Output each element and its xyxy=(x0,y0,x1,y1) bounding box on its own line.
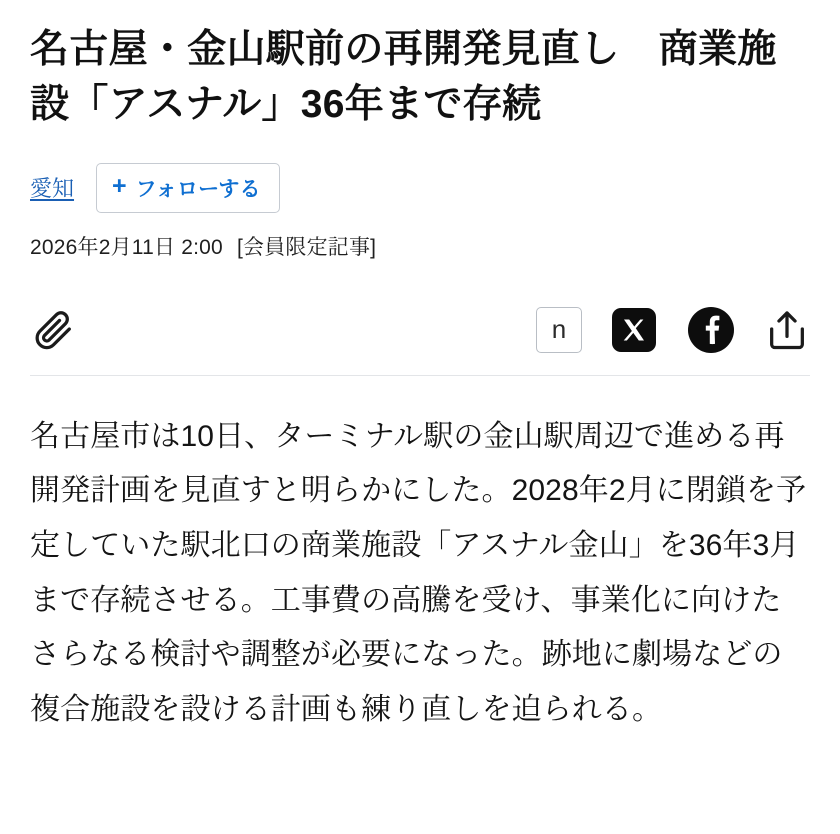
facebook-icon xyxy=(686,305,736,355)
page-title: 名古屋・金山駅前の再開発見直し 商業施設「アスナル」36年まで存続 xyxy=(30,28,777,127)
share-icon-group xyxy=(536,305,810,355)
note-icon: n xyxy=(551,313,567,344)
follow-button-label: フォローする xyxy=(135,177,261,201)
x-icon xyxy=(610,306,658,354)
facebook-share-button[interactable] xyxy=(686,305,736,355)
body-paragraph: 名古屋市は10日、ターミナル駅の金山駅周辺で進める再開発計画を見直すと明らかにした。2028年2月に閉鎖を予定していた駅北口の商業施設「アスナル金山」を36年3月まで存続させる。工事費の高騰を受け、事業化に向けたさらなる検討や調整が必要になった。跡地に劇場などの複合施設を設ける計画も練り直しを迫られる。 xyxy=(30,419,807,726)
paperclip-icon xyxy=(30,307,76,353)
plus-icon: + xyxy=(112,172,127,201)
x-share-button[interactable] xyxy=(610,306,658,354)
article-body xyxy=(30,410,810,738)
share-button[interactable] xyxy=(764,307,810,353)
publish-date-line xyxy=(30,231,810,261)
publish-date: 2026年2月11日 2:00 xyxy=(30,235,223,259)
article-meta-row xyxy=(30,163,810,213)
access-badge: [会員限定記事] xyxy=(236,235,377,259)
share-icon xyxy=(764,307,810,353)
divider xyxy=(30,375,810,376)
topic-tag-link[interactable]: 愛知 xyxy=(30,176,75,202)
share-bar xyxy=(30,301,810,359)
note-share-button[interactable] xyxy=(536,307,582,353)
clip-button[interactable] xyxy=(30,307,76,353)
follow-button[interactable] xyxy=(96,163,280,213)
